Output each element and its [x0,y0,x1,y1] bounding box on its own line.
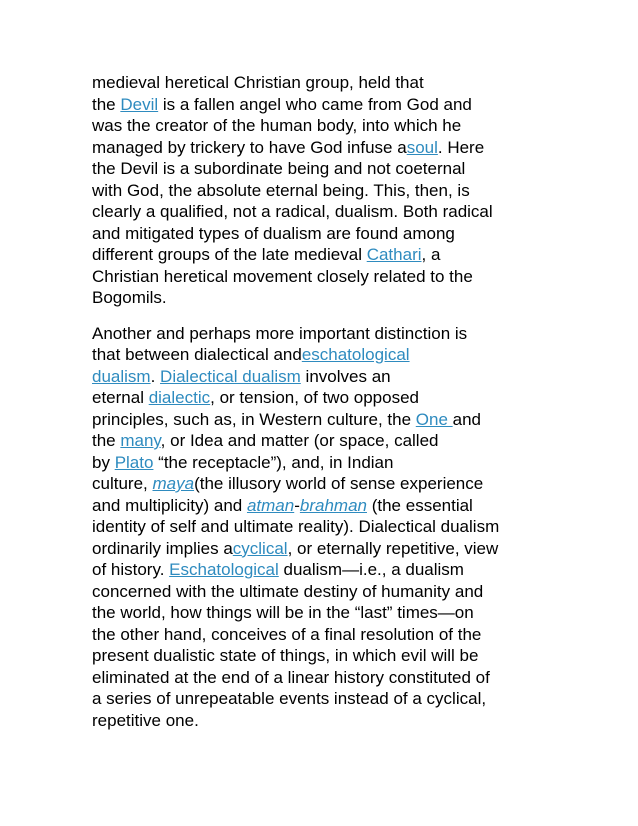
text-line [92,581,552,603]
body-text: a series of unrepeatable events instead of a cyclical, [92,689,487,708]
body-text: that between dialectical and [92,345,302,364]
body-text: present dualistic state of things, in which evil will be [92,646,479,665]
text-line [92,137,552,159]
body-text: was the creator of the human body, into which he [92,116,462,135]
body-text: (the essential [367,495,473,515]
body-text: repetitive one. [92,710,199,730]
body-text: Another and perhaps more important distinction is [92,323,468,343]
body-text: and multiplicity) and [92,495,247,515]
body-text: . Here [437,137,485,157]
text-line [92,244,552,266]
body-text: Bogomils. [92,288,167,307]
link-many[interactable]: many [120,431,161,450]
body-text: the Devil is a subordinate being and not coeternal [92,159,466,178]
body-text: different groups of the late medieval [92,245,367,264]
text-line [92,688,552,710]
text-line [92,495,552,517]
body-text: dualism—i.e., a dualism [278,560,464,579]
text-line [92,223,552,245]
link-soul[interactable]: soul [406,137,438,157]
body-text: eternal [92,388,149,407]
text-line [92,473,552,495]
text-line [92,409,552,431]
body-text: clearly a qualified, not a radical, dualism. Both radical [92,202,493,221]
link-brahman[interactable]: brahman [299,495,367,515]
body-text: - [294,495,300,515]
body-text: the [92,94,121,114]
text-line [92,287,552,309]
body-text: . [150,366,161,386]
text-line [92,158,552,180]
text-line [92,710,552,732]
text-line [92,430,552,452]
link-dialectic[interactable]: dialectic [148,388,211,407]
body-text: with God, the absolute eternal being. This, then, is [92,180,470,200]
body-text: identity of self and ultimate reality). Dialectical dualism [92,517,500,536]
body-text: Christian heretical movement closely related to the [92,266,473,286]
link-plato[interactable]: Plato [114,452,154,472]
body-text: and [452,409,482,429]
body-text: , a [421,245,441,264]
text-line [92,115,552,137]
link-atman[interactable]: atman [246,495,295,515]
text-line [92,559,552,581]
paragraph-2 [92,323,552,732]
body-text: of history. [92,560,170,579]
body-text: principles, such as, in Western culture, the [92,409,416,429]
text-line [92,602,552,624]
body-text: , or tension, of two opposed [210,388,419,407]
document-page [92,72,552,731]
text-line [92,452,552,474]
link-cathari[interactable]: Cathari [366,245,422,264]
text-line [92,645,552,667]
body-text: “the receptacle”), and, in Indian [153,452,394,472]
body-text: (the illusory world of sense experience [194,474,484,493]
body-text: managed by trickery to have God infuse a [92,137,407,157]
text-line [92,180,552,202]
body-text: and mitigated types of dualism are found among [92,223,455,243]
body-text: eliminated at the end of a linear history constituted of [92,667,490,687]
text-line [92,72,552,94]
text-line [92,201,552,223]
link-devil[interactable]: Devil [120,94,159,114]
text-line [92,266,552,288]
body-text: culture, [92,474,153,493]
link-dialectical-dualism[interactable]: Dialectical dualism [160,366,301,386]
text-line [92,516,552,538]
body-text: is a fallen angel who came from God and [158,94,472,114]
body-text: , or Idea and matter (or space, called [160,431,439,450]
body-text: involves an [300,366,391,386]
link-dualism[interactable]: dualism [92,366,151,386]
text-line [92,624,552,646]
body-text: the [92,431,121,450]
link-eschatological[interactable]: Eschatological [169,560,279,579]
body-text: the other hand, conceives of a final resolution of the [92,624,482,644]
body-text: , or eternally repetitive, view [287,538,499,558]
body-text: by [92,452,115,472]
link-maya[interactable]: maya [152,474,195,493]
text-line [92,538,552,560]
text-line [92,323,552,345]
text-line [92,94,552,116]
text-line [92,387,552,409]
link-one[interactable]: One [415,409,453,429]
body-text: the world, how things will be in the “last” times—on [92,603,474,622]
paragraph-1 [92,72,552,309]
link-eschatological[interactable]: eschatological [301,345,410,364]
body-text: concerned with the ultimate destiny of humanity and [92,581,484,601]
link-cyclical[interactable]: cyclical [232,538,288,558]
text-line [92,667,552,689]
body-text: ordinarily implies a [92,538,233,558]
text-line [92,366,552,388]
body-text: medieval heretical Christian group, held that [92,73,424,92]
text-line [92,344,552,366]
